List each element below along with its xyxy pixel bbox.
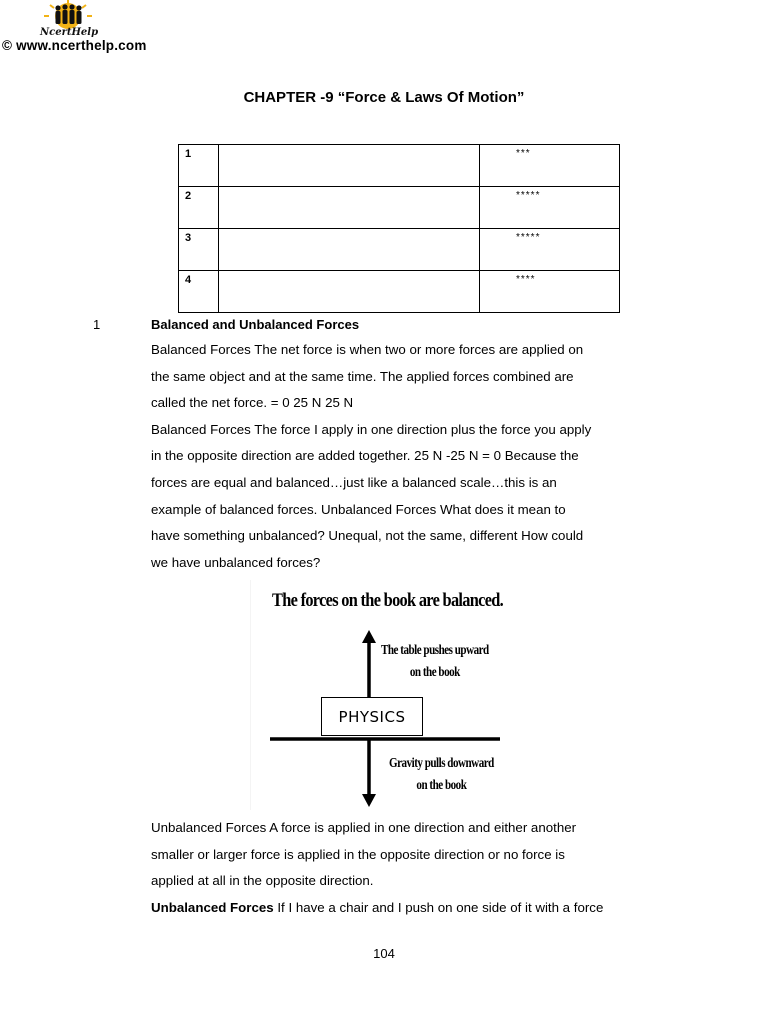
table-row [179, 229, 620, 271]
downward-label-line2: on the book [416, 777, 467, 792]
body-line: applied at all in the opposite direction. [151, 873, 374, 889]
logo-text: NcertHelp [40, 27, 99, 38]
body-line: Balanced Forces The net force is when two or more forces are applied on [151, 342, 584, 357]
body-line: example of balanced forces. Unbalanced Forces What does it mean to [151, 501, 566, 517]
row-number: 2 [179, 187, 219, 229]
body-line: the same object and at the same time. The applied forces combined are [151, 368, 574, 384]
copyright-url: © www.ncerthelp.com [2, 38, 147, 53]
table-row [179, 187, 620, 229]
row-stars: ***** [480, 229, 620, 271]
row-number: 4 [179, 271, 219, 313]
downward-force-label [389, 752, 494, 796]
upward-label-line1: The table pushes upward [381, 642, 489, 657]
chapter-title: CHAPTER -9 “Force & Laws Of Motion” [243, 89, 525, 106]
inline-text: If I have a chair and I push on one side of it with a force [273, 899, 604, 915]
figure-title: The forces on the book are balanced. [272, 590, 504, 611]
row-number: 3 [179, 229, 219, 271]
section-number: 1 [93, 317, 101, 332]
row-number: 1 [179, 145, 219, 187]
upward-label-line2: on the book [409, 664, 460, 679]
table-row [179, 145, 620, 187]
body-line: forces are equal and balanced…just like a balanced scale…this is an [151, 474, 557, 490]
downward-arrow-head [362, 794, 376, 807]
row-stars: *** [480, 145, 620, 187]
page-number: 104 [373, 946, 395, 961]
upward-force-label [381, 639, 489, 683]
section-heading: Balanced and Unbalanced Forces [151, 317, 360, 332]
topic-table [178, 144, 620, 313]
upward-arrow-head [362, 630, 376, 643]
body-line [151, 895, 671, 922]
inline-heading: Unbalanced Forces [151, 899, 274, 915]
book [321, 697, 423, 736]
row-topic [219, 229, 480, 271]
body-line: in the opposite direction are added together. 25 N -25 N = 0 Because the [151, 448, 579, 464]
body-line: called the net force. = 0 25 N 25 N [151, 395, 354, 411]
body-line: have something unbalanced? Unequal, not the same, different How could [151, 528, 584, 544]
row-topic [219, 187, 480, 229]
unbalanced-section-body [151, 815, 671, 921]
body-line: we have unbalanced forces? [151, 554, 321, 570]
row-stars: ***** [480, 187, 620, 229]
row-topic [219, 271, 480, 313]
downward-label-line1: Gravity pulls downward [389, 755, 494, 770]
section-body [151, 337, 651, 576]
table-row [179, 271, 620, 313]
body-line: smaller or larger force is applied in the opposite direction or no force is [151, 846, 565, 862]
row-stars: **** [480, 271, 620, 313]
body-line: Unbalanced Forces A force is applied in one direction and either another [151, 820, 577, 835]
body-line: Balanced Forces The force I apply in one direction plus the force you apply [151, 421, 592, 437]
book-label: PHYSICS [338, 707, 406, 726]
row-topic [219, 145, 480, 187]
